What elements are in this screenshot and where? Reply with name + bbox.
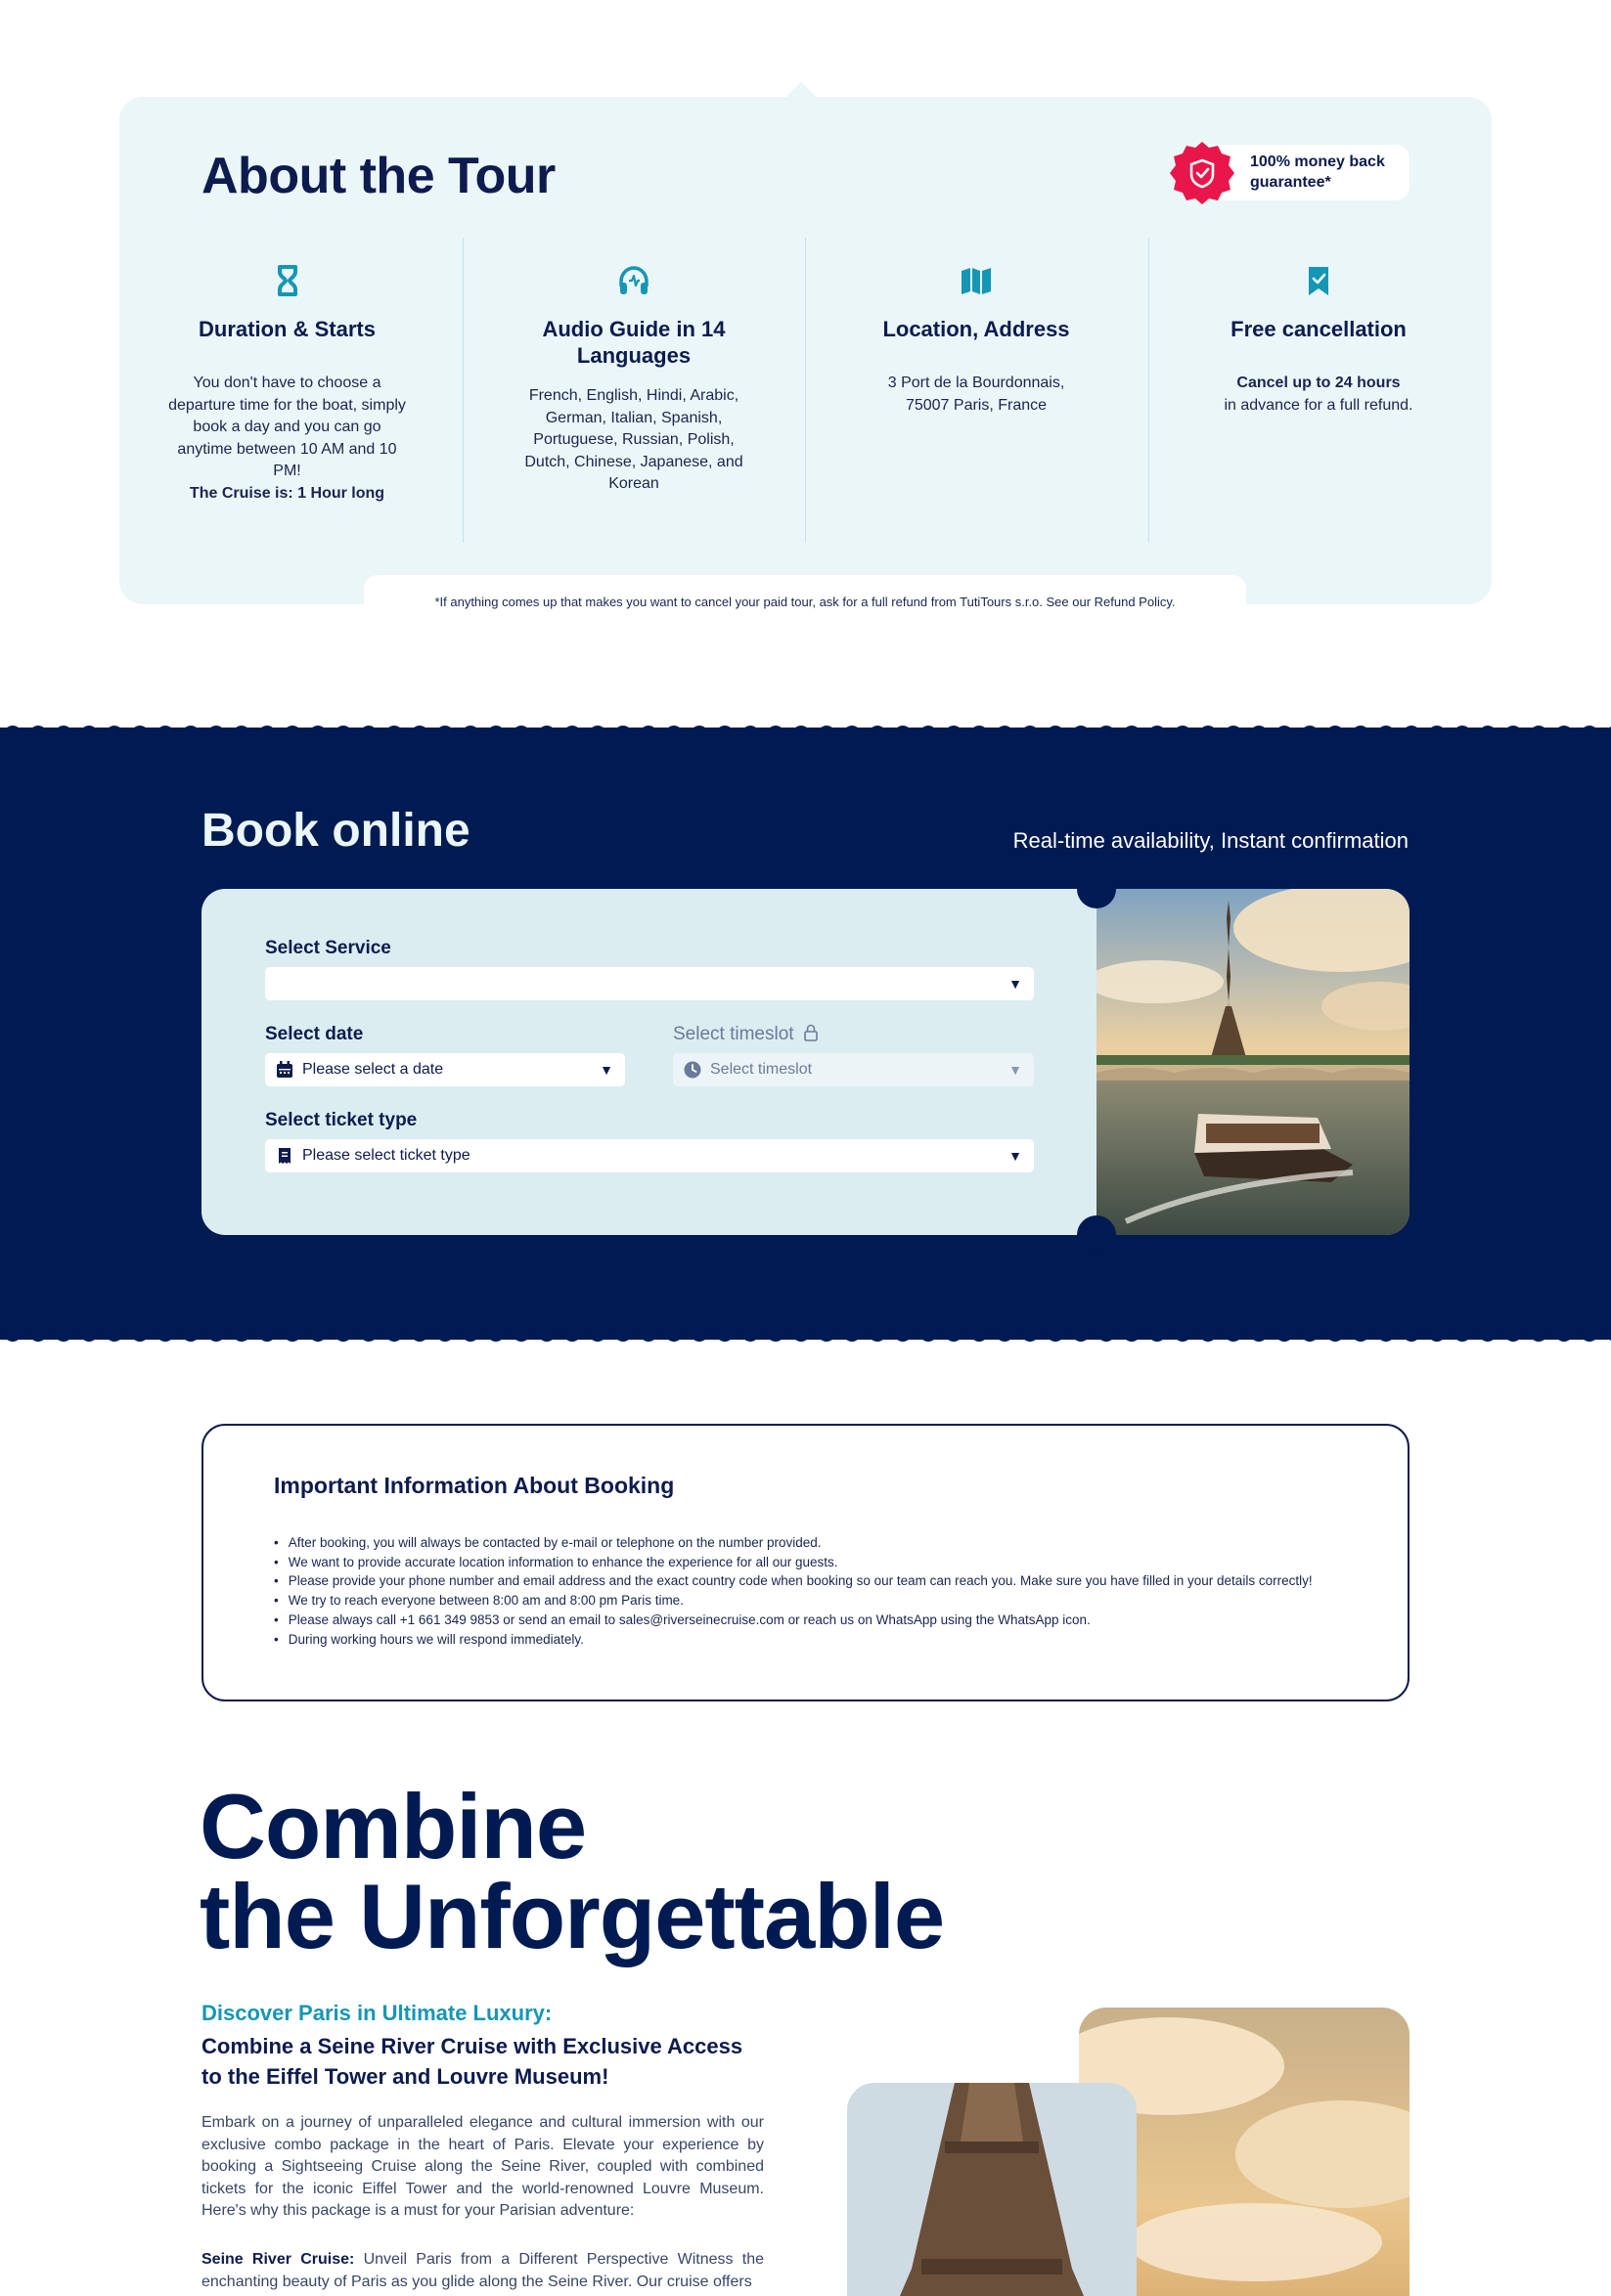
feature-title: Location, Address bbox=[882, 317, 1070, 341]
feature-title: Free cancellation bbox=[1231, 317, 1407, 341]
feature-duration bbox=[168, 235, 406, 546]
map-icon bbox=[959, 263, 994, 298]
select-timeslot-placeholder: Select timeslot bbox=[710, 1061, 813, 1078]
booking-subtitle: Real-time availability, Instant confirmation bbox=[1012, 828, 1409, 853]
feature-bold-text: The Cruise is: 1 Hour long bbox=[189, 484, 385, 502]
hourglass-icon bbox=[270, 263, 305, 298]
refund-note: *If anything comes up that makes you want to cancel your paid tour, ask for a full refund from TutiTours s.r.o. See our Refund Policy. bbox=[364, 575, 1246, 630]
select-ticket-type-label: Select ticket type bbox=[265, 1110, 418, 1130]
important-info-title: Important Information About Booking bbox=[274, 1473, 675, 1498]
combine-kicker: Discover Paris in Ultimate Luxury: bbox=[201, 2001, 553, 2025]
lock-icon bbox=[803, 1024, 819, 1041]
list-item: • Please always call +1 661 349 9853 or send an email to sales@riverseinecruise.com or reach us on WhatsApp using the WhatsApp icon. bbox=[274, 1611, 1313, 1630]
shield-check-icon bbox=[1168, 139, 1236, 207]
list-item: • We want to provide accurate location information to enhance the experience for all our guests. bbox=[274, 1553, 1313, 1572]
combine-title: Combine the Unforgettable bbox=[200, 1775, 945, 1967]
chevron-down-icon: ▼ bbox=[1008, 976, 1022, 992]
select-service-label: Select Service bbox=[265, 938, 391, 958]
list-item: • After booking, you will always be contacted by e-mail or telephone on the number provided. bbox=[274, 1533, 1313, 1553]
feature-audio-guide bbox=[509, 235, 759, 546]
clock-icon bbox=[684, 1061, 701, 1079]
chevron-down-icon: ▼ bbox=[600, 1062, 613, 1078]
select-timeslot-dropdown[interactable] bbox=[673, 1053, 1034, 1086]
feature-address-line2: 75007 Paris, France bbox=[905, 396, 1048, 414]
feature-text: French, English, Hindi, Arabic, German, Italian, Spanish, Portuguese, Russian, Polish, Dutch, Chinese, Japanese, and Korean bbox=[524, 387, 743, 492]
combine-headline: Combine a Seine River Cruise with Exclusive Access to the Eiffel Tower and Louvre Museum! bbox=[201, 2034, 743, 2089]
calendar-icon bbox=[276, 1061, 293, 1079]
chevron-down-icon: ▼ bbox=[1008, 1148, 1022, 1164]
feature-text: in advance for a full refund. bbox=[1224, 396, 1413, 414]
select-date-dropdown[interactable] bbox=[265, 1053, 625, 1086]
wave-top-divider bbox=[0, 718, 1611, 747]
feature-address-line1: 3 Port de la Bourdonnais, bbox=[887, 375, 1065, 391]
feature-free-cancellation bbox=[1193, 235, 1444, 546]
about-title: About the Tour bbox=[201, 148, 556, 204]
select-timeslot-label: Select timeslot bbox=[673, 1024, 819, 1045]
important-info-list bbox=[274, 1533, 1313, 1649]
feature-title: Duration & Starts bbox=[199, 317, 376, 341]
combine-cruise-text: Seine River Cruise: Unveil Paris from a Different Perspective Witness the enchanting beauty of Paris as you glide along the Seine River. Our cruise offers bbox=[201, 2251, 764, 2290]
ticket-icon bbox=[276, 1147, 293, 1165]
list-item: • Please provide your phone number and email address and the exact country code when booking so our team can reach you. Make sure you have filled in your details correctly! bbox=[274, 1571, 1313, 1591]
booking-title: Book online bbox=[201, 805, 470, 857]
ticket-notch-top bbox=[1077, 869, 1116, 908]
feature-divider bbox=[1148, 238, 1149, 543]
list-item: • We try to reach everyone between 8:00 am and 8:00 pm Paris time. bbox=[274, 1591, 1313, 1611]
feature-location bbox=[851, 235, 1101, 546]
guarantee-text: 100% money back guarantee* bbox=[1250, 154, 1385, 191]
headphones-icon bbox=[616, 263, 651, 298]
select-date-label: Select date bbox=[265, 1024, 364, 1044]
select-date-placeholder: Please select a date bbox=[302, 1061, 444, 1078]
list-item: • During working hours we will respond immediately. bbox=[274, 1630, 1313, 1650]
feature-divider bbox=[463, 238, 464, 543]
select-ticket-type-placeholder: Please select ticket type bbox=[302, 1147, 470, 1164]
bookmark-check-icon bbox=[1301, 263, 1336, 298]
select-ticket-type-dropdown[interactable] bbox=[265, 1139, 1034, 1172]
eiffel-cruise-photo bbox=[1096, 889, 1410, 1235]
feature-divider bbox=[805, 238, 806, 543]
eiffel-tower-photo bbox=[847, 2083, 1137, 2296]
ticket-notch-bottom bbox=[1077, 1215, 1116, 1255]
select-service-dropdown[interactable] bbox=[265, 967, 1034, 1000]
feature-bold-text: Cancel up to 24 hours bbox=[1236, 375, 1401, 391]
combine-intro: Embark on a journey of unparalleled elegance and cultural immersion with our exclusive combo package in the heart of Paris. Elevate your experience by booking a Sightseeing Cruise along the Seine River, coupled with combined tickets for the iconic Eiffel Tower and the world-renowned Louvre Museum. Here's why this package is a must for your Parisian adventure: bbox=[201, 2114, 764, 2219]
chevron-down-icon: ▼ bbox=[1008, 1062, 1022, 1078]
feature-title: Audio Guide in 14 Languages bbox=[542, 317, 726, 368]
feature-text: You don't have to choose a departure time for the boat, simply book a day and you can go anytime between 10 AM and 10 PM! bbox=[168, 375, 406, 479]
wave-bottom-divider bbox=[0, 1320, 1611, 1349]
